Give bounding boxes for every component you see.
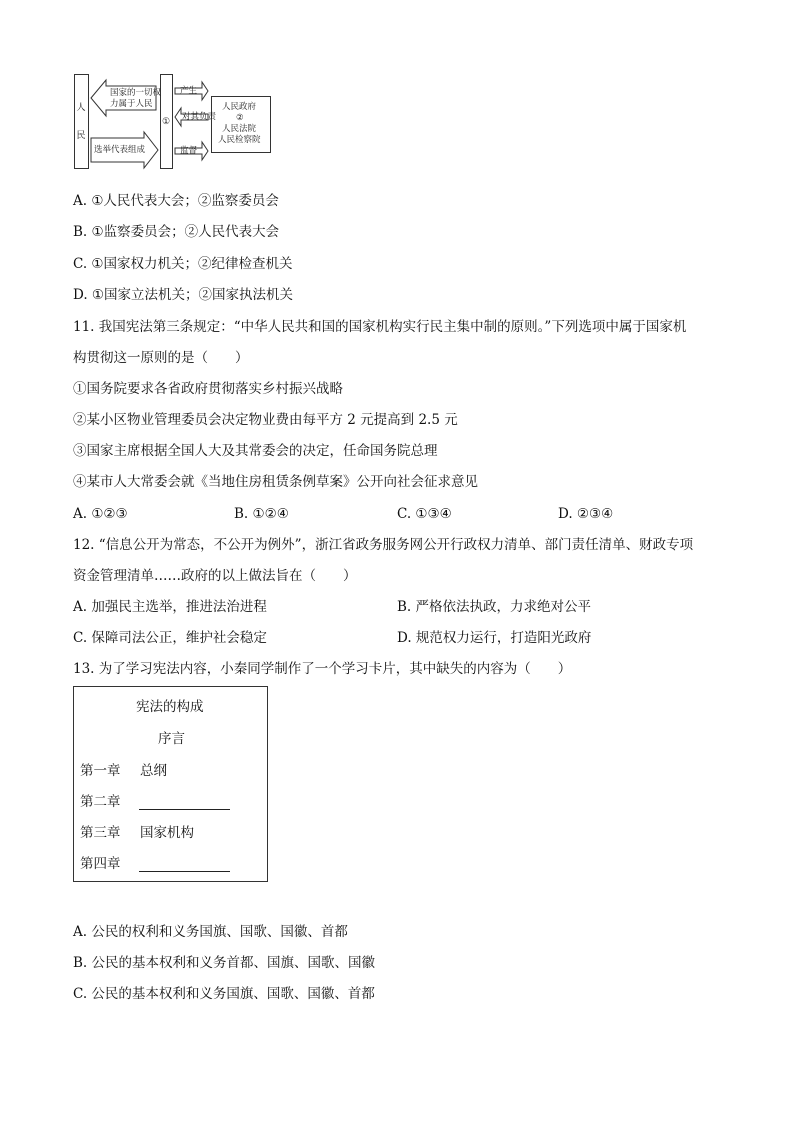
q10-option-a[interactable]: A. ①人民代表大会；②监察委员会 bbox=[73, 193, 279, 209]
card-chapter-3: 第三章 bbox=[80, 825, 121, 841]
arrow-responsible-label: 对其负责 bbox=[182, 112, 217, 122]
q11-stem-line-1: 11. 我国宪法第三条规定：“中华人民共和国的国家机构实行民主集中制的原则。”下列选项中属于国家机 bbox=[73, 319, 687, 335]
right-box-line-4: 人民检察院 bbox=[218, 135, 261, 145]
q13-option-a[interactable]: A. 公民的权利和义务国旗、国歌、国徽、首都 bbox=[73, 924, 348, 940]
card-title: 宪法的构成 bbox=[136, 699, 204, 715]
q10-option-b[interactable]: B. ①监察委员会；②人民代表大会 bbox=[73, 224, 280, 240]
q13-option-c[interactable]: C. 公民的基本权利和义务国旗、国歌、国徽、首都 bbox=[73, 986, 375, 1002]
q11-item-1: ①国务院要求各省政府贯彻落实乡村振兴战略 bbox=[73, 381, 343, 397]
q11-item-3: ③国家主席根据全国人大及其常委会的决定，任命国务院总理 bbox=[73, 443, 438, 459]
q13-option-b[interactable]: B. 公民的基本权利和义务首都、国旗、国歌、国徽 bbox=[73, 955, 376, 971]
q13-stem: 13. 为了学习宪法内容，小秦同学制作了一个学习卡片，其中缺失的内容为（ ） bbox=[73, 661, 572, 677]
card-chapter-2-blank bbox=[139, 809, 230, 810]
q11-option-c[interactable]: C. ①③④ bbox=[397, 506, 452, 522]
q12-stem-line-2: 资金管理清单……政府的以上做法旨在（ ） bbox=[73, 568, 357, 584]
state-structure-diagram bbox=[74, 74, 274, 170]
right-box-line-3: 人民法院 bbox=[222, 124, 257, 134]
right-box-line-1: 人民政府 bbox=[222, 102, 257, 112]
card-chapter-1-name: 总纲 bbox=[140, 763, 167, 779]
arrow-bottom-label: 选举代表组成 bbox=[94, 145, 146, 155]
q12-option-a[interactable]: A. 加强民主选举，推进法治进程 bbox=[73, 599, 267, 615]
q11-option-b[interactable]: B. ①②④ bbox=[234, 506, 289, 522]
card-chapter-3-name: 国家机构 bbox=[140, 825, 194, 841]
arrow-produce-label: 产生 bbox=[180, 86, 198, 96]
q11-option-a[interactable]: A. ①②③ bbox=[73, 506, 128, 522]
card-chapter-4-blank bbox=[139, 871, 230, 872]
arrow-top-line-2: 力属于人民 bbox=[110, 99, 153, 109]
q11-item-2: ②某小区物业管理委员会决定物业费由每平方 2 元提高到 2.5 元 bbox=[73, 412, 458, 428]
card-chapter-1: 第一章 bbox=[80, 763, 121, 779]
card-chapter-2: 第二章 bbox=[80, 794, 121, 810]
q10-option-d[interactable]: D. ①国家立法机关；②国家执法机关 bbox=[73, 287, 294, 303]
center-mark: ① bbox=[161, 117, 171, 127]
q12-option-b[interactable]: B. 严格依法执政，力求绝对公平 bbox=[397, 599, 592, 615]
card-preface: 序言 bbox=[158, 731, 185, 747]
right-box-line-2: ② bbox=[236, 113, 244, 123]
constitution-study-card bbox=[73, 686, 268, 882]
arrow-top-line-1: 国家的一切权 bbox=[110, 88, 162, 98]
q11-stem-line-2: 构贯彻这一原则的是（ ） bbox=[73, 350, 249, 366]
q12-option-c[interactable]: C. 保障司法公正，维护社会稳定 bbox=[73, 630, 267, 646]
people-char-1: 人 bbox=[76, 103, 86, 113]
q12-stem-line-1: 12. “信息公开为常态，不公开为例外”，浙江省政务服务网公开行政权力清单、部门责任清单、财政专项 bbox=[73, 537, 694, 553]
people-char-2: 民 bbox=[76, 131, 86, 141]
q11-option-d[interactable]: D. ②③④ bbox=[558, 506, 614, 522]
q10-option-c[interactable]: C. ①国家权力机关；②纪律检查机关 bbox=[73, 256, 293, 272]
q11-item-4: ④某市人大常委会就《当地住房租赁条例草案》公开向社会征求意见 bbox=[73, 474, 478, 490]
q12-option-d[interactable]: D. 规范权力运行，打造阳光政府 bbox=[397, 630, 592, 646]
card-chapter-4: 第四章 bbox=[80, 856, 121, 872]
arrow-supervise-label: 监督 bbox=[180, 146, 198, 156]
diagram-shapes bbox=[74, 74, 274, 170]
